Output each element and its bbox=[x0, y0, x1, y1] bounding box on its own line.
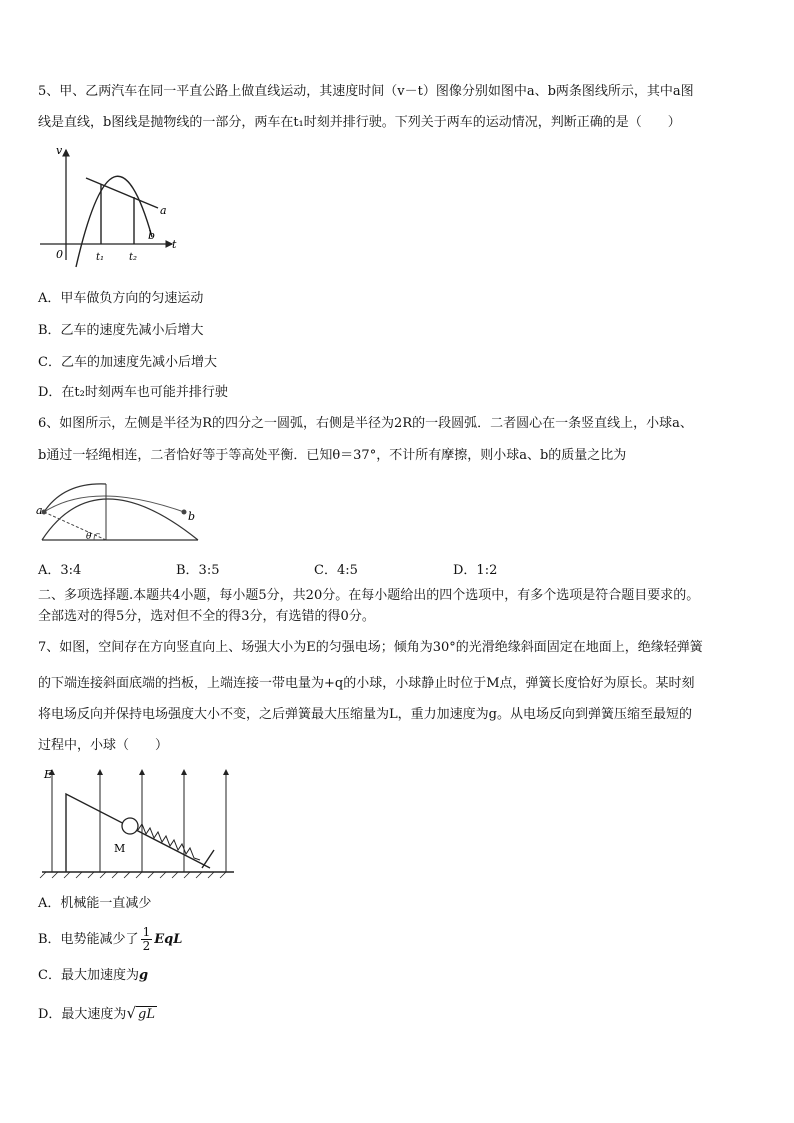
M-label: M bbox=[114, 842, 126, 855]
q7-option-d bbox=[38, 1003, 157, 1025]
large-arc bbox=[42, 499, 198, 540]
q7-option-d-radicand: gL bbox=[138, 1007, 155, 1022]
incline bbox=[66, 794, 210, 872]
t1-label: t₁ bbox=[96, 252, 105, 263]
ball bbox=[122, 818, 138, 834]
theta-label: θ bbox=[86, 532, 92, 542]
ball-b bbox=[182, 510, 187, 515]
a-label: a bbox=[160, 204, 167, 217]
q7-option-c bbox=[38, 966, 148, 986]
q7-option-b bbox=[38, 926, 182, 953]
E-label: E bbox=[44, 768, 53, 781]
stopper bbox=[202, 850, 214, 868]
q7-option-c-prefix: C．最大加速度为 bbox=[38, 968, 139, 983]
q7-option-a: A．机械能一直减少 bbox=[38, 896, 152, 911]
q7-option-b-suffix: EqL bbox=[154, 932, 183, 947]
section2-line1: 二、多项选择题.本题共4小题，每小题5分，共20分。在每小题给出的四个选项中，有多个选项是符合题目要求的。 bbox=[38, 588, 700, 603]
line-a bbox=[86, 178, 158, 208]
q6-line2: b通过一轻绳相连，二者恰好等于等高处平衡．已知θ＝37°，不计所有摩擦，则小球a、b的质量之比为 bbox=[38, 448, 627, 463]
t2-label: t₂ bbox=[129, 252, 138, 263]
q7-line3: 将电场反向并保持电场强度大小不变，之后弹簧最大压缩量为L，重力加速度为g。从电场反向到弹簧压缩至最短的 bbox=[38, 707, 692, 722]
b-label: b bbox=[148, 229, 156, 242]
q7-incline-figure bbox=[38, 764, 238, 882]
q5-option-a: A．甲车做负方向的匀速运动 bbox=[38, 291, 204, 306]
q5-line2: 线是直线，b图线是抛物线的一部分，两车在t₁时刻并排行驶。下列关于两车的运动情况，判断正确的是（ ） bbox=[38, 115, 681, 130]
a-label: a bbox=[36, 504, 43, 517]
q6-option-c: C．4:5 bbox=[314, 563, 358, 578]
q7-option-b-prefix: B．电势能减少了 bbox=[38, 932, 139, 947]
q7-line1: 7、如图，空间存在方向竖直向上、场强大小为E的匀强电场；倾角为30°的光滑绝缘斜面固定在地面上，绝缘轻弹簧 bbox=[38, 640, 703, 655]
q6-option-d: D．1:2 bbox=[453, 563, 498, 578]
section2-line2: 全部选对的得5分，选对但不全的得3分，有选错的得0分。 bbox=[38, 609, 375, 624]
sqrt-symbol: √ bbox=[126, 1004, 136, 1022]
q6-option-b: B．3:5 bbox=[176, 563, 220, 578]
t-label: t bbox=[172, 238, 177, 251]
fraction-half: $\frac{1}{2}$ bbox=[142, 925, 151, 953]
q6-line1: 6、如图所示，左侧是半径为R的四分之一圆弧，右侧是半径为2R的一段圆弧．二者圆心在一条竖直线上，小球a、 bbox=[38, 416, 693, 431]
q6-option-a: A．3:4 bbox=[38, 563, 82, 578]
b-label: b bbox=[188, 510, 196, 523]
q7-option-d-prefix: D．最大速度为 bbox=[38, 1007, 127, 1022]
q7-line4: 过程中，小球（ ） bbox=[38, 738, 169, 753]
q5-line1: 5、甲、乙两汽车在同一平直公路上做直线运动，其速度时间（v－t）图像分别如图中a、b两条图线所示，其中a图 bbox=[38, 84, 694, 99]
q5-option-b: B．乙车的速度先减小后增大 bbox=[38, 323, 204, 338]
q6-arc-figure bbox=[34, 478, 204, 548]
q7-option-c-var: g bbox=[138, 968, 149, 983]
v-label: v bbox=[56, 144, 63, 157]
origin-label: 0 bbox=[56, 248, 63, 261]
q5-option-c: C．乙车的加速度先减小后增大 bbox=[38, 355, 217, 370]
spring bbox=[138, 824, 200, 860]
rope bbox=[44, 496, 184, 512]
q7-line2: 的下端连接斜面底端的挡板，上端连接一带电量为+q的小球，小球静止时位于M点，弹簧长度恰好为原长。某时刻 bbox=[38, 676, 695, 691]
q5-option-d: D．在t₂时刻两车也可能并排行驶 bbox=[38, 385, 228, 400]
q5-vt-graph bbox=[34, 142, 184, 272]
